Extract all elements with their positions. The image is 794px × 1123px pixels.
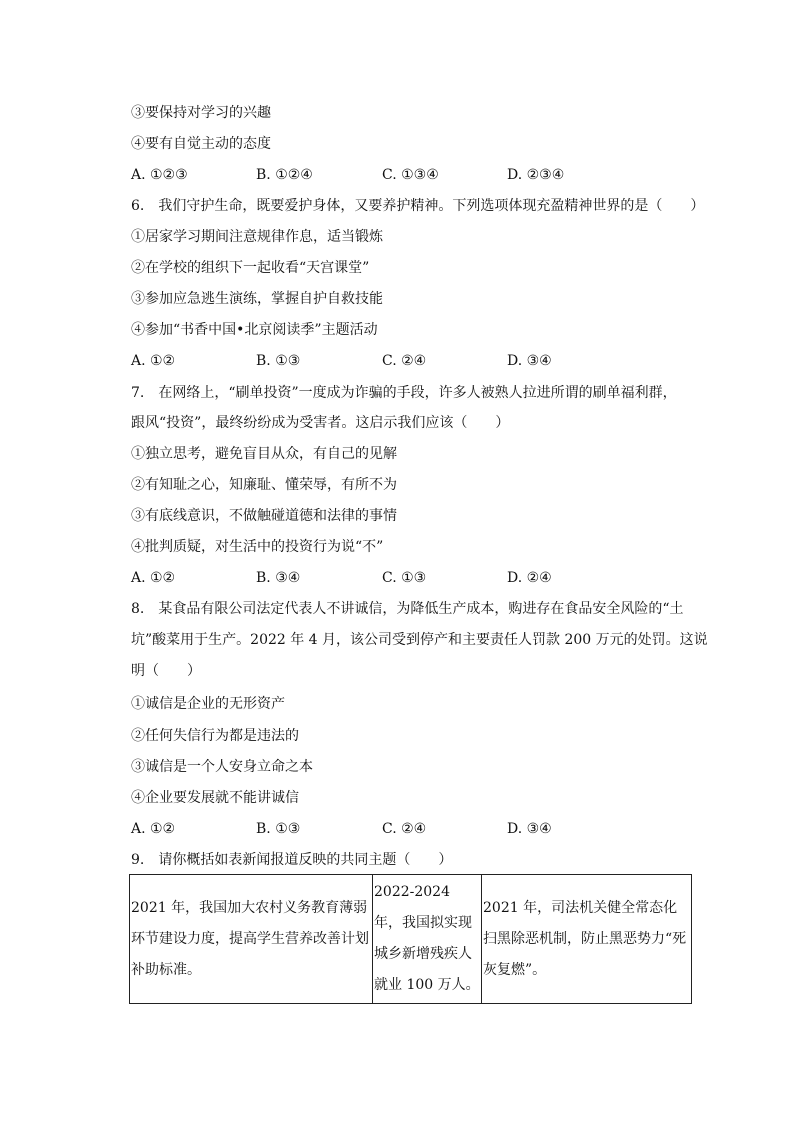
q7-item-1: ①独立思考，避免盲目从众，有自己的见解: [131, 446, 397, 462]
q8-item-2: ②任何失信行为都是违法的: [131, 728, 299, 744]
q6-option-c[interactable]: C. ②④: [382, 353, 427, 369]
q8-stem-line-3: 明（ ）: [131, 663, 201, 679]
q7-item-2: ②有知耻之心，知廉耻、懂荣辱，有所不为: [131, 477, 397, 493]
q5-options: [131, 165, 691, 185]
news-cell-employment: 2022-2024 年，我国拟实现城乡新增残疾人就业 100 万人。: [373, 875, 482, 1004]
q8-item-4: ④企业要发展就不能讲诚信: [131, 790, 299, 806]
q5-option-a[interactable]: A. ①②③: [131, 167, 188, 183]
news-cell-education: 2021 年，我国加大农村义务教育薄弱环节建设力度，提高学生营养改善计划补助标准。: [130, 875, 373, 1004]
q7-option-b[interactable]: B. ③④: [256, 570, 301, 586]
q8-option-d[interactable]: D. ③④: [507, 821, 552, 837]
q6-option-d[interactable]: D. ③④: [507, 353, 552, 369]
q8-item-1: ①诚信是企业的无形资产: [131, 696, 285, 712]
q6-item-1: ①居家学习期间注意规律作息，适当锻炼: [131, 229, 383, 245]
q8-option-a[interactable]: A. ①②: [131, 821, 176, 837]
q6-item-2: ②在学校的组织下一起收看“天宫课堂”: [131, 260, 370, 276]
q6-stem: 6. 我们守护生命，既要爱护身体，又要养护精神。下列选项体现充盈精神世界的是（ ）: [131, 198, 705, 214]
q7-option-a[interactable]: A. ①②: [131, 570, 176, 586]
q8-stem-line-2: 坑”酸菜用于生产。2022 年 4 月，该公司受到停产和主要责任人罚款 200 万元的处罚。这说: [131, 632, 708, 648]
news-table: [129, 874, 692, 1004]
q5-option-d[interactable]: D. ②③④: [507, 167, 565, 183]
q7-stem-line-2: 跟风“投资”，最终纷纷成为受害者。这启示我们应该（ ）: [131, 415, 510, 431]
q8-option-c[interactable]: C. ②④: [382, 821, 427, 837]
q7-option-d[interactable]: D. ②④: [507, 570, 552, 586]
q7-option-c[interactable]: C. ①③: [382, 570, 427, 586]
q7-item-4: ④批判质疑，对生活中的投资行为说“不”: [131, 539, 384, 555]
q6-option-b[interactable]: B. ①③: [256, 353, 301, 369]
q5-option-b[interactable]: B. ①②④: [256, 167, 313, 183]
q8-stem-line-1: 8. 某食品有限公司法定代表人不讲诚信，为降低生产成本，购进存在食品安全风险的“土: [131, 601, 684, 617]
q5-item-3: ③要保持对学习的兴趣: [131, 105, 271, 121]
q8-option-b[interactable]: B. ①③: [256, 821, 301, 837]
q8-item-3: ③诚信是一个人安身立命之本: [131, 759, 313, 775]
q6-item-3: ③参加应急逃生演练，掌握自护自救技能: [131, 291, 383, 307]
q6-options: [131, 351, 691, 371]
q7-item-3: ③有底线意识，不做触碰道德和法律的事情: [131, 508, 397, 524]
q9-stem: 9. 请你概括如表新闻报道反映的共同主题（ ）: [131, 852, 453, 868]
q6-item-4: ④参加“书香中国•北京阅读季”主题活动: [131, 322, 378, 338]
q7-stem-line-1: 7. 在网络上，“刷单投资”一度成为诈骗的手段，许多人被熟人拉进所谓的刷单福利群，: [131, 385, 677, 401]
table-row: [130, 875, 692, 1004]
q5-option-c[interactable]: C. ①③④: [382, 167, 439, 183]
q8-options: [131, 819, 691, 839]
q5-item-4: ④要有自觉主动的态度: [131, 136, 271, 152]
q6-option-a[interactable]: A. ①②: [131, 353, 176, 369]
news-cell-justice: 2021 年，司法机关健全常态化扫黑除恶机制，防止黑恶势力“死灰复燃”。: [482, 875, 692, 1004]
q7-options: [131, 568, 691, 588]
